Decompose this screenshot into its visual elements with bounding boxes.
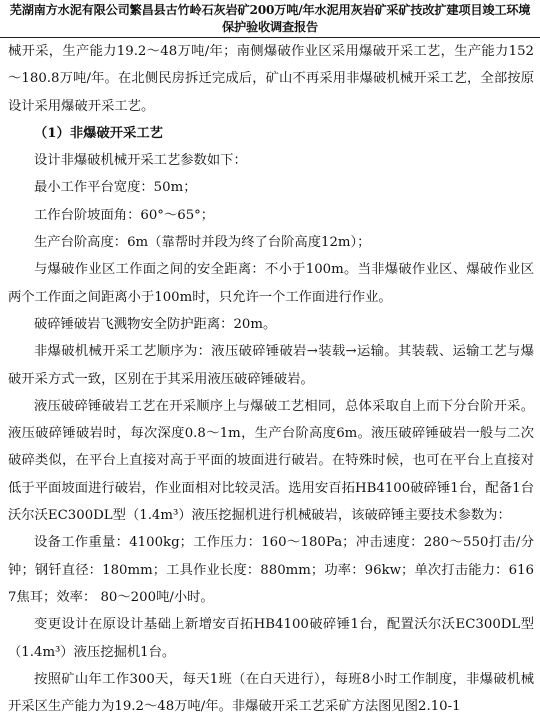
paragraph-tech-params: 设备工作重量：4100kg；工作压力：160～180Pa；冲击速度：280～550打击/分钟；钢钎直径：180mm；工具作业长度：880mm；功率：96kw；单次打击能力：6167焦耳；效率： 80～200吨/小时。: [8, 535, 534, 605]
header-line-2: 保护验收调查报告: [222, 20, 318, 34]
param-splash-distance: 破碎锤破岩飞溅物安全防护距离：20m。: [34, 316, 277, 332]
paragraph-design-change: 变更设计在原设计基础上新增安百拓HB4100破碎锤1台，配置沃尔沃EC300DL型（1.4m³）液压挖掘机1台。: [8, 617, 534, 660]
paragraph-params-intro: 设计非爆破机械开采工艺参数如下：: [34, 153, 247, 169]
header-line-1: 芜湖南方水泥有限公司繁昌县古竹岭石灰岩矿200万吨/年水泥用灰岩矿采矿技改扩建项目竣工环境: [9, 3, 531, 17]
paragraph-breaker-process: 液压破碎锤破岩工艺在开采顺序上与爆破工艺相同，总体采取自上而下分台阶开采。液压破碎锤破岩时，每次深度0.8～1m，生产台阶高度6m。液压破碎锤破岩一般与二次破碎类似，在平台上直接对高于平面的坡面进行破岩。在特殊时候，也可在平台上直接对低于平面坡面进行破岩，作业面相对比较灵活。选用安百拓HB4100破碎锤1台，配备1台沃尔沃EC300DL型（1.4m³）液压挖掘机进行机械破岩，该破碎锤主要技术参数为：: [8, 398, 534, 524]
paragraph-capacity: 按照矿山年工作300天，每天1班（在白天进行），每班8小时工作制度，非爆破机械开采区生产能力为19.2～48万吨/年。非爆破开采工艺采矿方法图见图2.10-1: [8, 671, 534, 715]
param-bench-height: 生产台阶高度：6m（靠帮时并段为终了台阶高度12m）；: [34, 235, 371, 251]
paragraph-process-sequence: 非爆破机械开采工艺顺序为：液压破碎锤破岩→装载→运输。其装载、运输工艺与爆破开采方式一致，区别在于其采用液压破碎锤破岩。: [8, 344, 534, 387]
section-heading: （1）非爆破开采工艺: [34, 125, 163, 141]
document-body: [8, 38, 534, 720]
param-safety-distance: 与爆破作业区工作面之间的安全距离：不小于100m。当非爆破作业区、爆破作业区两个工作面之间距离小于100m时，只允许一个工作面进行作业。: [8, 262, 534, 305]
paragraph-continuation: 械开采，生产能力19.2～48万吨/年；南侧爆破作业区采用爆破开采工艺，生产能力152～180.8万吨/年。在北侧民房拆迁完成后，矿山不再采用非爆破机械开采工艺，全部按原设计采用爆破开采工艺。: [8, 44, 534, 114]
param-slope-angle: 工作台阶坡面角：60°～65°；: [34, 207, 215, 223]
report-header: [0, 2, 540, 36]
param-platform-width: 最小工作平台宽度：50m；: [34, 180, 197, 196]
